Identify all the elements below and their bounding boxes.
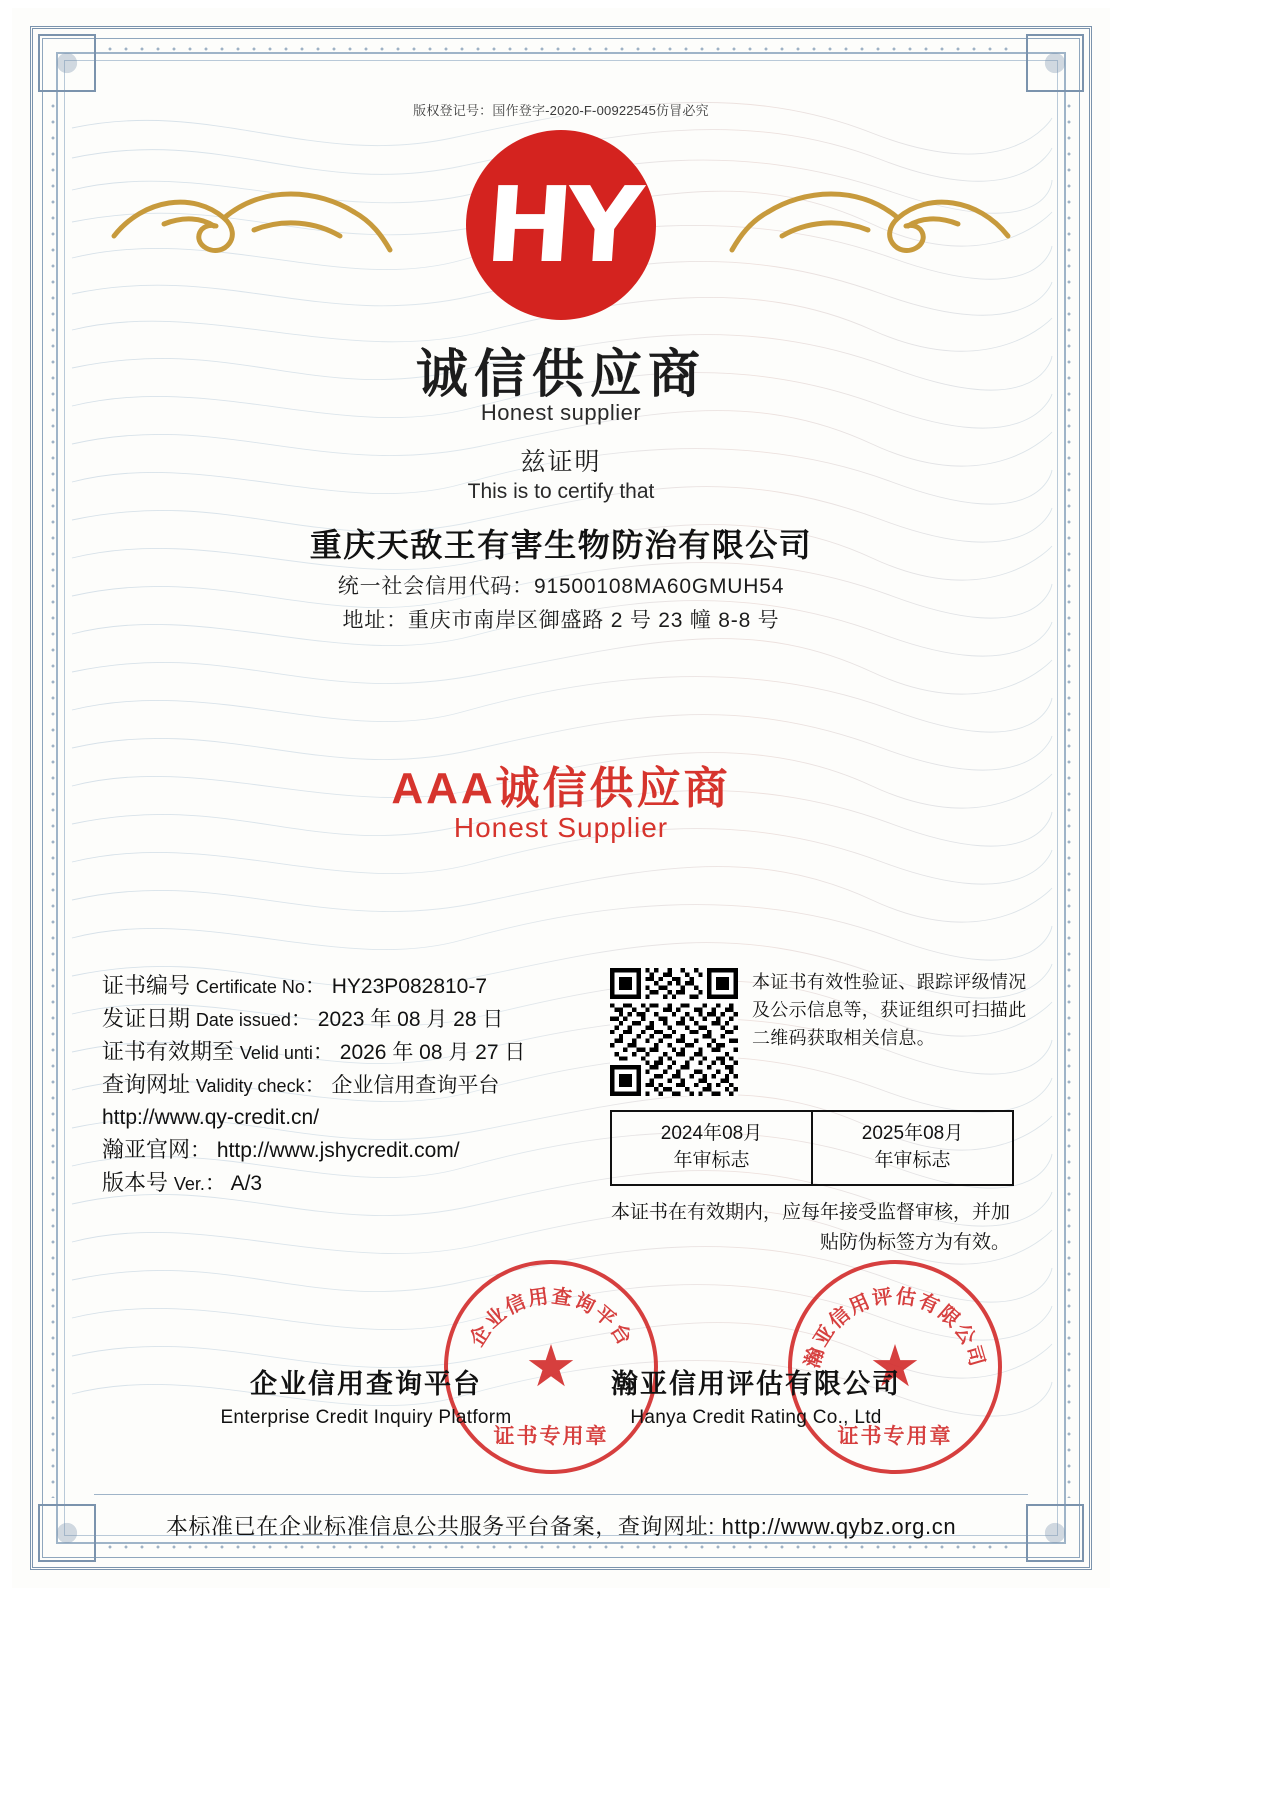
issuing-organizations <box>74 1362 1048 1429</box>
detail-label-cn: 证书有效期至 <box>102 1039 235 1064</box>
verification-block <box>610 968 1030 1258</box>
seal-bottom-label: 证书专用章 <box>493 1425 609 1448</box>
certificate-page <box>12 8 1110 1588</box>
seal-arc-label: 企业信用查询平台 <box>465 1285 637 1351</box>
detail-label-en: Velid unti <box>239 1043 313 1063</box>
qr-row <box>610 968 1030 1096</box>
validity-check-url[interactable]: http://www.qy-credit.cn/ <box>102 1106 320 1129</box>
seal-star-icon: ★ <box>869 1334 921 1399</box>
ornament-dots-right <box>1062 98 1076 1498</box>
qr-instruction-text: 本证书有效性验证、跟踪评级情况及公示信息等，获证组织可扫描此二维码获取相关信息。 <box>752 972 1027 1048</box>
organization-rating-company <box>591 1362 921 1429</box>
copyright-registration-text: 版权登记号：国作登字-2020-F-00922545仿冒必究 <box>413 103 709 118</box>
detail-sep: ： <box>290 1008 312 1031</box>
annual-inspection-boxes <box>610 1110 1014 1186</box>
annual-mark-2024 <box>612 1112 811 1184</box>
certificate-content <box>74 70 1048 1539</box>
detail-row <box>102 1167 662 1200</box>
detail-value: 企业信用查询平台 <box>331 1074 500 1097</box>
detail-label-en: Ver. <box>173 1174 205 1194</box>
detail-label-en: Certificate No <box>195 977 305 997</box>
detail-row <box>102 1069 662 1102</box>
qr-code-icon[interactable] <box>610 968 738 1096</box>
detail-row[interactable] <box>102 1134 662 1167</box>
logo-row <box>74 130 1048 320</box>
detail-sep: ： <box>312 1041 334 1064</box>
detail-row <box>102 970 662 1003</box>
ornament-dots-bottom <box>102 1540 1020 1554</box>
footer-divider <box>94 1494 1028 1495</box>
detail-value: 2026 年 08 月 27 日 <box>339 1041 526 1064</box>
detail-label-cn: 版本号 <box>102 1170 169 1195</box>
detail-label-cn: 发证日期 <box>102 1006 191 1031</box>
detail-sep: ： <box>304 975 326 998</box>
detail-value: A/3 <box>230 1172 263 1195</box>
credit-code-value: 91500108MA60GMUH54 <box>533 575 785 598</box>
award-title-en: Honest Supplier <box>453 812 669 843</box>
annual-mark-date: 2025年08月 <box>861 1123 964 1144</box>
detail-label-cn: 瀚亚官网 <box>102 1137 191 1162</box>
company-logo-badge <box>466 130 656 320</box>
certificate-details <box>102 970 662 1200</box>
detail-value: 2023 年 08 月 28 日 <box>317 1008 504 1031</box>
official-site-url[interactable]: http://www.jshycredit.com/ <box>216 1139 460 1162</box>
company-name: 重庆天敌王有害生物防治有限公司 <box>309 527 813 563</box>
address-line <box>74 604 1048 634</box>
certify-statement-en: This is to certify that <box>467 480 655 503</box>
detail-row <box>102 1036 662 1069</box>
organization-name-en: Enterprise Credit Inquiry Platform <box>220 1407 512 1428</box>
detail-sep: ： <box>190 1139 212 1162</box>
credit-code-line <box>74 570 1048 600</box>
annual-mark-label: 年审标志 <box>673 1150 750 1171</box>
annual-mark-2025 <box>811 1112 1012 1184</box>
seal-bottom-label: 证书专用章 <box>837 1425 953 1448</box>
organization-name-en: Hanya Credit Rating Co., Ltd <box>630 1407 882 1428</box>
detail-label-en: Date issued <box>195 1010 291 1030</box>
address-label: 地址： <box>342 609 408 632</box>
seal-star-icon: ★ <box>525 1334 577 1399</box>
detail-row-url[interactable] <box>102 1102 662 1134</box>
detail-label-en: Validity check <box>195 1076 305 1096</box>
organization-platform <box>201 1362 531 1429</box>
ornament-dots-left <box>46 98 60 1498</box>
certificate-title-en: Honest supplier <box>480 400 642 425</box>
organization-name-cn: 企业信用查询平台 <box>250 1369 482 1399</box>
address-value: 重庆市南岸区御盛路 2 号 23 幢 8-8 号 <box>407 609 780 632</box>
flourish-left-icon <box>104 178 404 274</box>
certificate-title-cn: 诚信供应商 <box>415 346 706 404</box>
flourish-right-icon <box>718 178 1018 274</box>
certify-statement-cn: 兹证明 <box>520 448 602 476</box>
detail-sep: ： <box>204 1172 226 1195</box>
annual-audit-footnote: 本证书在有效期内，应每年接受监督审核，并加贴防伪标签方为有效。 <box>610 1202 1010 1253</box>
annual-mark-date: 2024年08月 <box>660 1123 763 1144</box>
detail-row <box>102 1003 662 1036</box>
detail-label-cn: 查询网址 <box>102 1072 191 1097</box>
credit-code-label: 统一社会信用代码： <box>337 575 534 598</box>
ornament-dots-top <box>102 42 1020 56</box>
detail-value: HY23P082810-7 <box>331 975 488 998</box>
detail-label-cn: 证书编号 <box>102 973 191 998</box>
annual-mark-label: 年审标志 <box>874 1150 951 1171</box>
award-title-cn: AAA诚信供应商 <box>391 764 731 813</box>
detail-sep: ： <box>304 1074 326 1097</box>
organization-name-cn: 瀚亚信用评估有限公司 <box>611 1369 901 1399</box>
logo-monogram-hy: HY <box>481 164 641 286</box>
footer-filing-note: 本标准已在企业标准信息公共服务平台备案，查询网址: http://www.qybz.org.cn <box>165 1514 957 1539</box>
seal-arc-label: 瀚亚信用评估有限公司 <box>801 1285 989 1371</box>
